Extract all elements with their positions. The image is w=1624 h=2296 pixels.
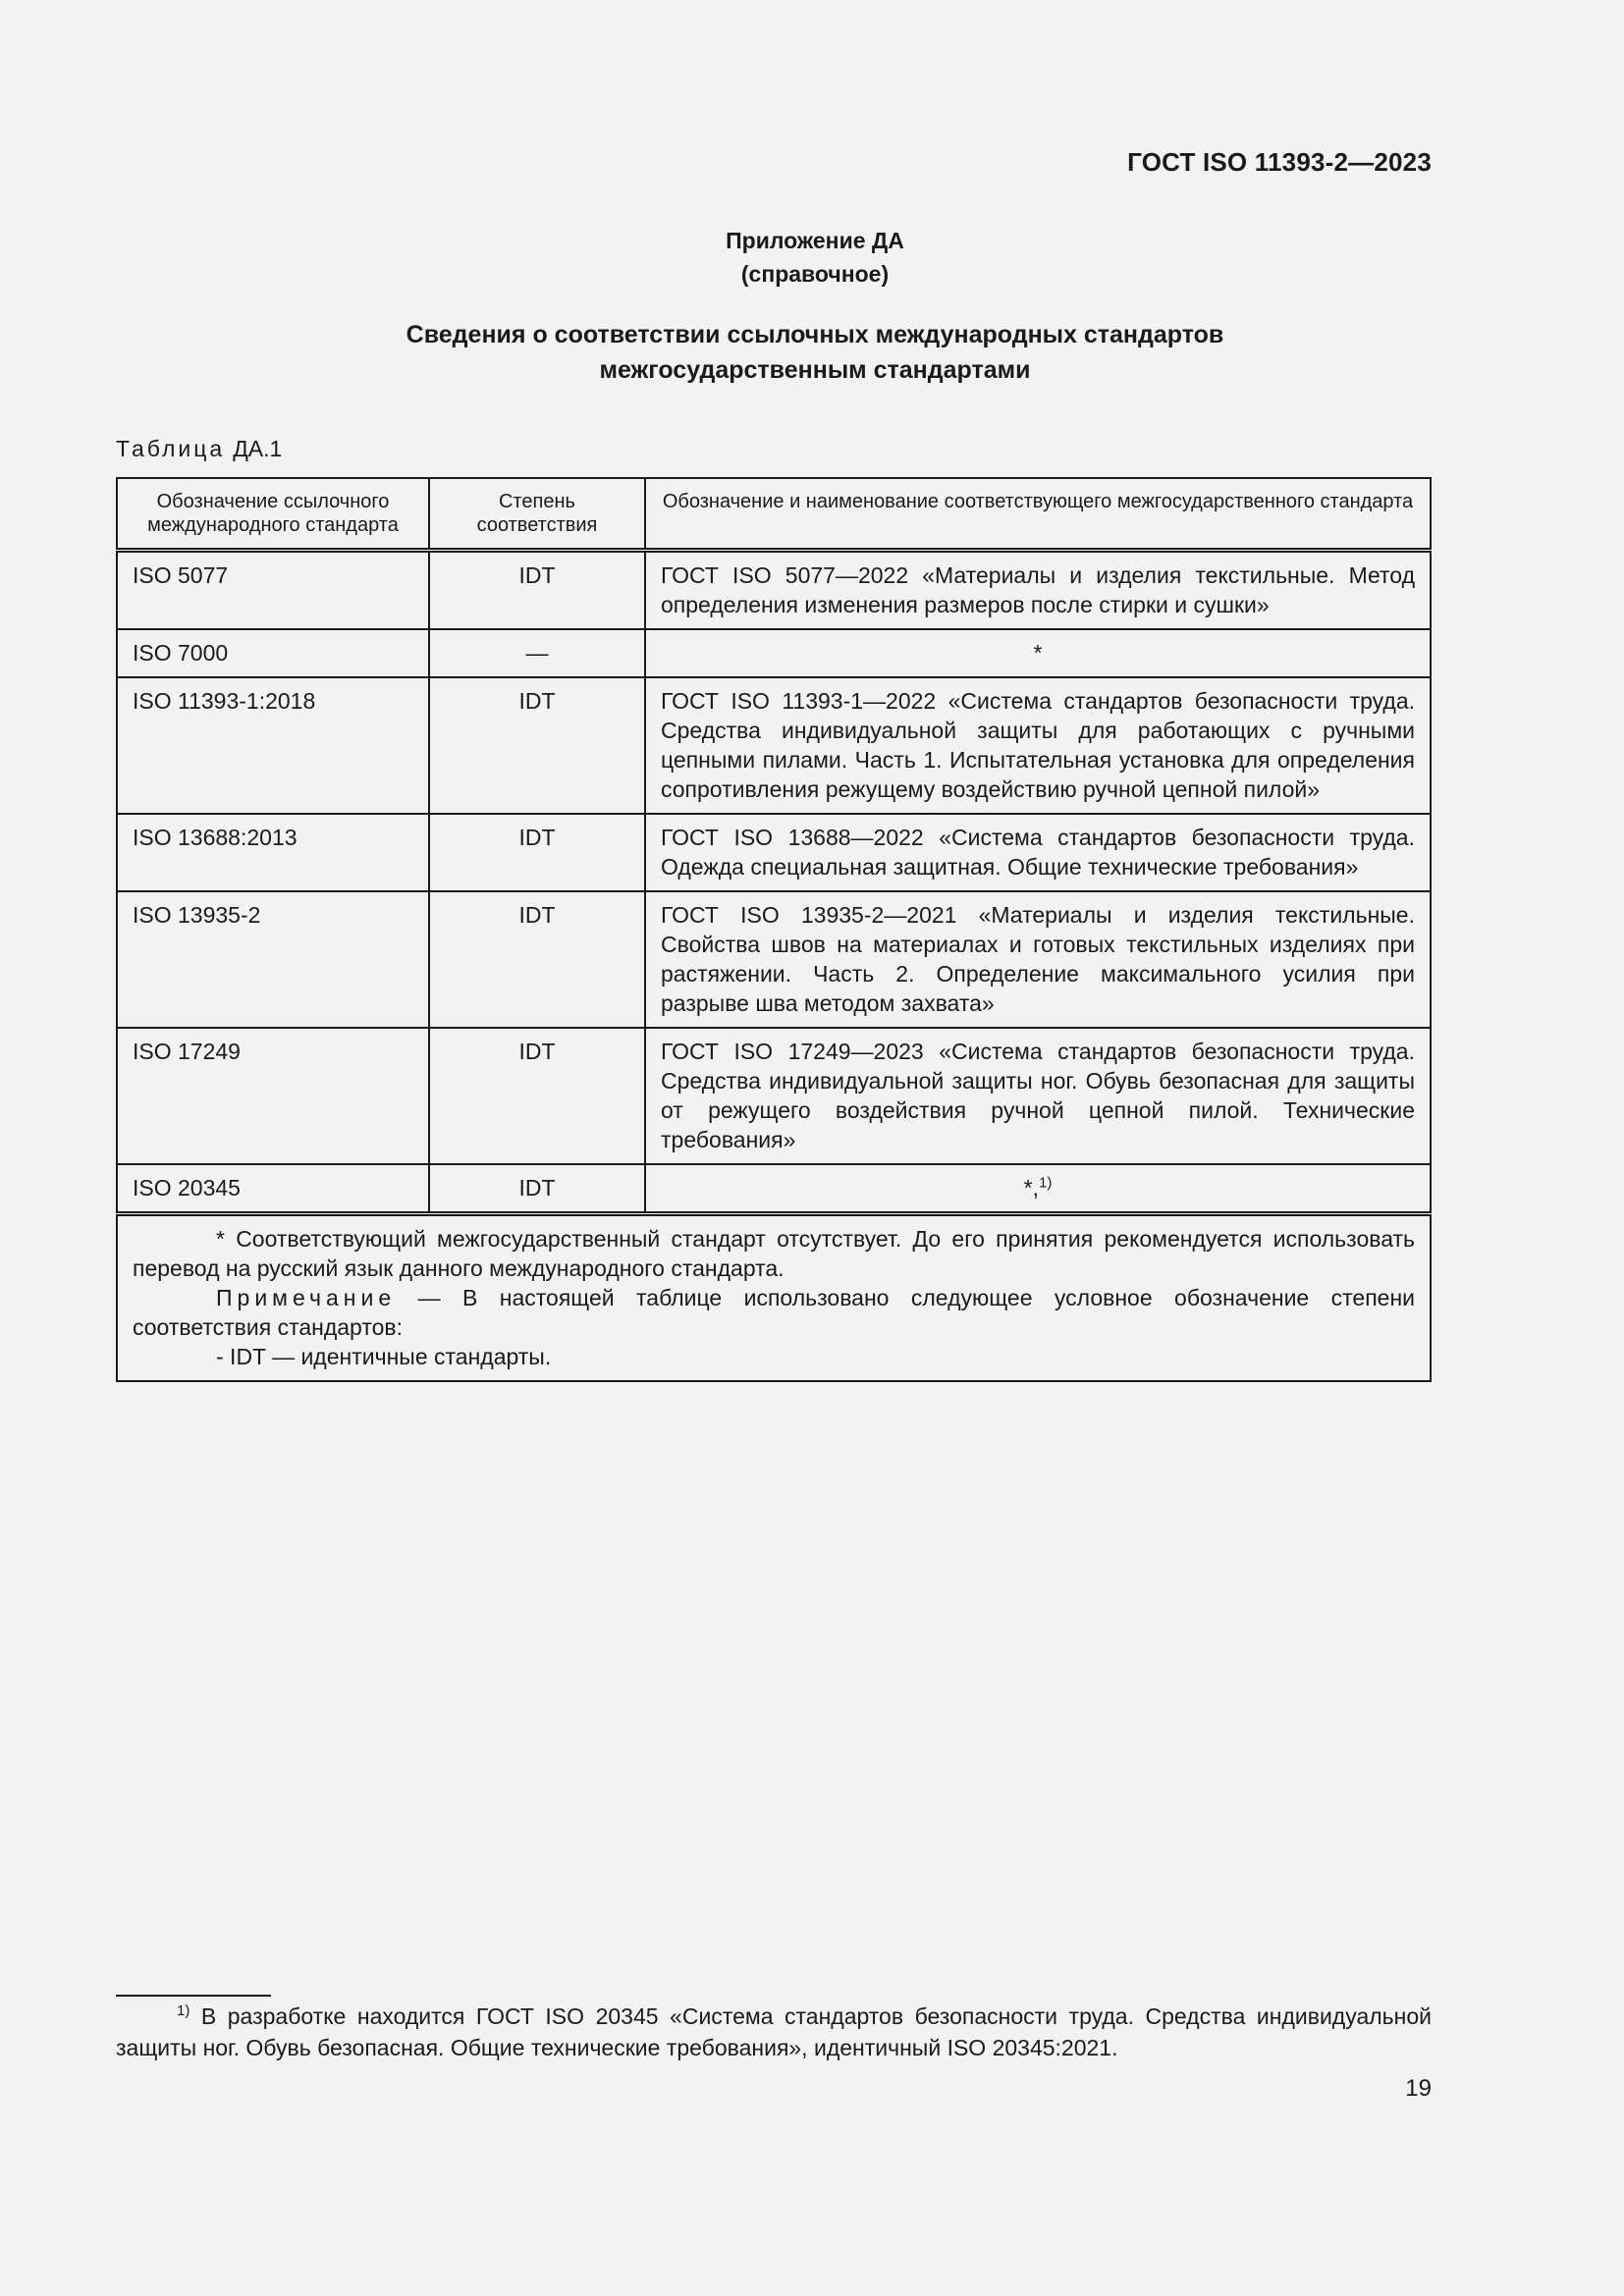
idt-definition: - IDT — идентичные стандарты. (216, 1344, 552, 1369)
correspondence-table (116, 477, 1432, 1382)
footnote-mark: 1) (177, 2002, 190, 2020)
header-name: Обозначение и наименование соответствующего межгосударственного стандарта (645, 478, 1431, 551)
appendix-title (0, 317, 1624, 388)
table-row (117, 1028, 1431, 1164)
remark-label: Примечание (216, 1285, 397, 1310)
cell-name: * (645, 629, 1431, 677)
cell-code: ISO 13935-2 (117, 891, 429, 1028)
appendix-title-line-1: Сведения о соответствии ссылочных международных стандартов (406, 321, 1224, 348)
table-row (117, 677, 1431, 814)
appendix-heading (0, 224, 1624, 291)
cell-degree: IDT (429, 814, 645, 891)
appendix-title-line-2: межгосударственным стандартами (599, 356, 1031, 384)
cell-code: ISO 20345 (117, 1164, 429, 1214)
table-row (117, 551, 1431, 630)
header-degree: Степень соответствия (429, 478, 645, 551)
cell-degree: — (429, 629, 645, 677)
cell-name: ГОСТ ISO 5077—2022 «Материалы и изделия текстильные. Метод определения изменения размеров после стирки и сушки» (645, 551, 1431, 630)
table-row (117, 1164, 1431, 1214)
footnote (116, 2001, 1432, 2063)
cell-degree: IDT (429, 551, 645, 630)
table-notes-row (117, 1214, 1431, 1382)
document-id-header: ГОСТ ISO 11393-2—2023 (1127, 147, 1432, 177)
cell-code: ISO 5077 (117, 551, 429, 630)
cell-name: ГОСТ ISO 11393-1—2022 «Система стандартов безопасности труда. Средства индивидуальной защиты для работающих с ручными цепными пилами. Часть 1. Испытательная установка для определения сопротивления режущему воздействию ручной цепной пилой» (645, 677, 1431, 814)
table-caption-word: Таблица (116, 436, 226, 461)
cell-degree: IDT (429, 1028, 645, 1164)
table-caption-number: ДА.1 (233, 436, 283, 461)
cell-degree: IDT (429, 891, 645, 1028)
table-caption (116, 436, 282, 462)
table-row (117, 891, 1431, 1028)
asterisk-note: * Соответствующий межгосударственный стандарт отсутствует. До его принятия рекомендуется использовать перевод на русский язык данного международного стандарта. (133, 1226, 1415, 1281)
appendix-label: Приложение ДА (726, 228, 904, 253)
footnote-divider (116, 1995, 271, 1997)
table-notes (117, 1214, 1431, 1382)
appendix-kind: (справочное) (740, 261, 890, 287)
cell-degree: IDT (429, 1164, 645, 1214)
cell-code: ISO 7000 (117, 629, 429, 677)
table-row (117, 629, 1431, 677)
remark-note (133, 1283, 1415, 1342)
cell-code: ISO 17249 (117, 1028, 429, 1164)
remark-text: — В настоящей таблице использовано следующее условное обозначение степени соответствия стандартов: (133, 1285, 1415, 1340)
header-code: Обозначение ссылочного международного стандарта (117, 478, 429, 551)
cell-code: ISO 13688:2013 (117, 814, 429, 891)
cell-name: ГОСТ ISO 13688—2022 «Система стандартов безопасности труда. Одежда специальная защитная. Общие технические требования» (645, 814, 1431, 891)
cell-name: ГОСТ ISO 13935-2—2021 «Материалы и изделия текстильные. Свойства швов на материалах и готовых текстильных изделиях при растяжении. Часть 2. Определение максимального усилия при разрыве шва методом захвата» (645, 891, 1431, 1028)
cell-degree: IDT (429, 677, 645, 814)
cell-name (645, 1164, 1431, 1214)
table-header-row (117, 478, 1431, 551)
cell-code: ISO 11393-1:2018 (117, 677, 429, 814)
footnote-text: В разработке находится ГОСТ ISO 20345 «Система стандартов безопасности труда. Средства индивидуальной защиты ног. Обувь безопасная. Общие технические требования», идентичный ISO 20345:2021. (116, 2003, 1433, 2060)
table-row (117, 814, 1431, 891)
footnote-ref: 1) (1039, 1174, 1053, 1192)
page-number: 19 (1405, 2075, 1432, 2102)
cell-name-text: *, (1023, 1175, 1039, 1201)
cell-name: ГОСТ ISO 17249—2023 «Система стандартов безопасности труда. Средства индивидуальной защиты ног. Обувь безопасная для защиты от режущего воздействия ручной цепной пилой. Технические требования» (645, 1028, 1431, 1164)
